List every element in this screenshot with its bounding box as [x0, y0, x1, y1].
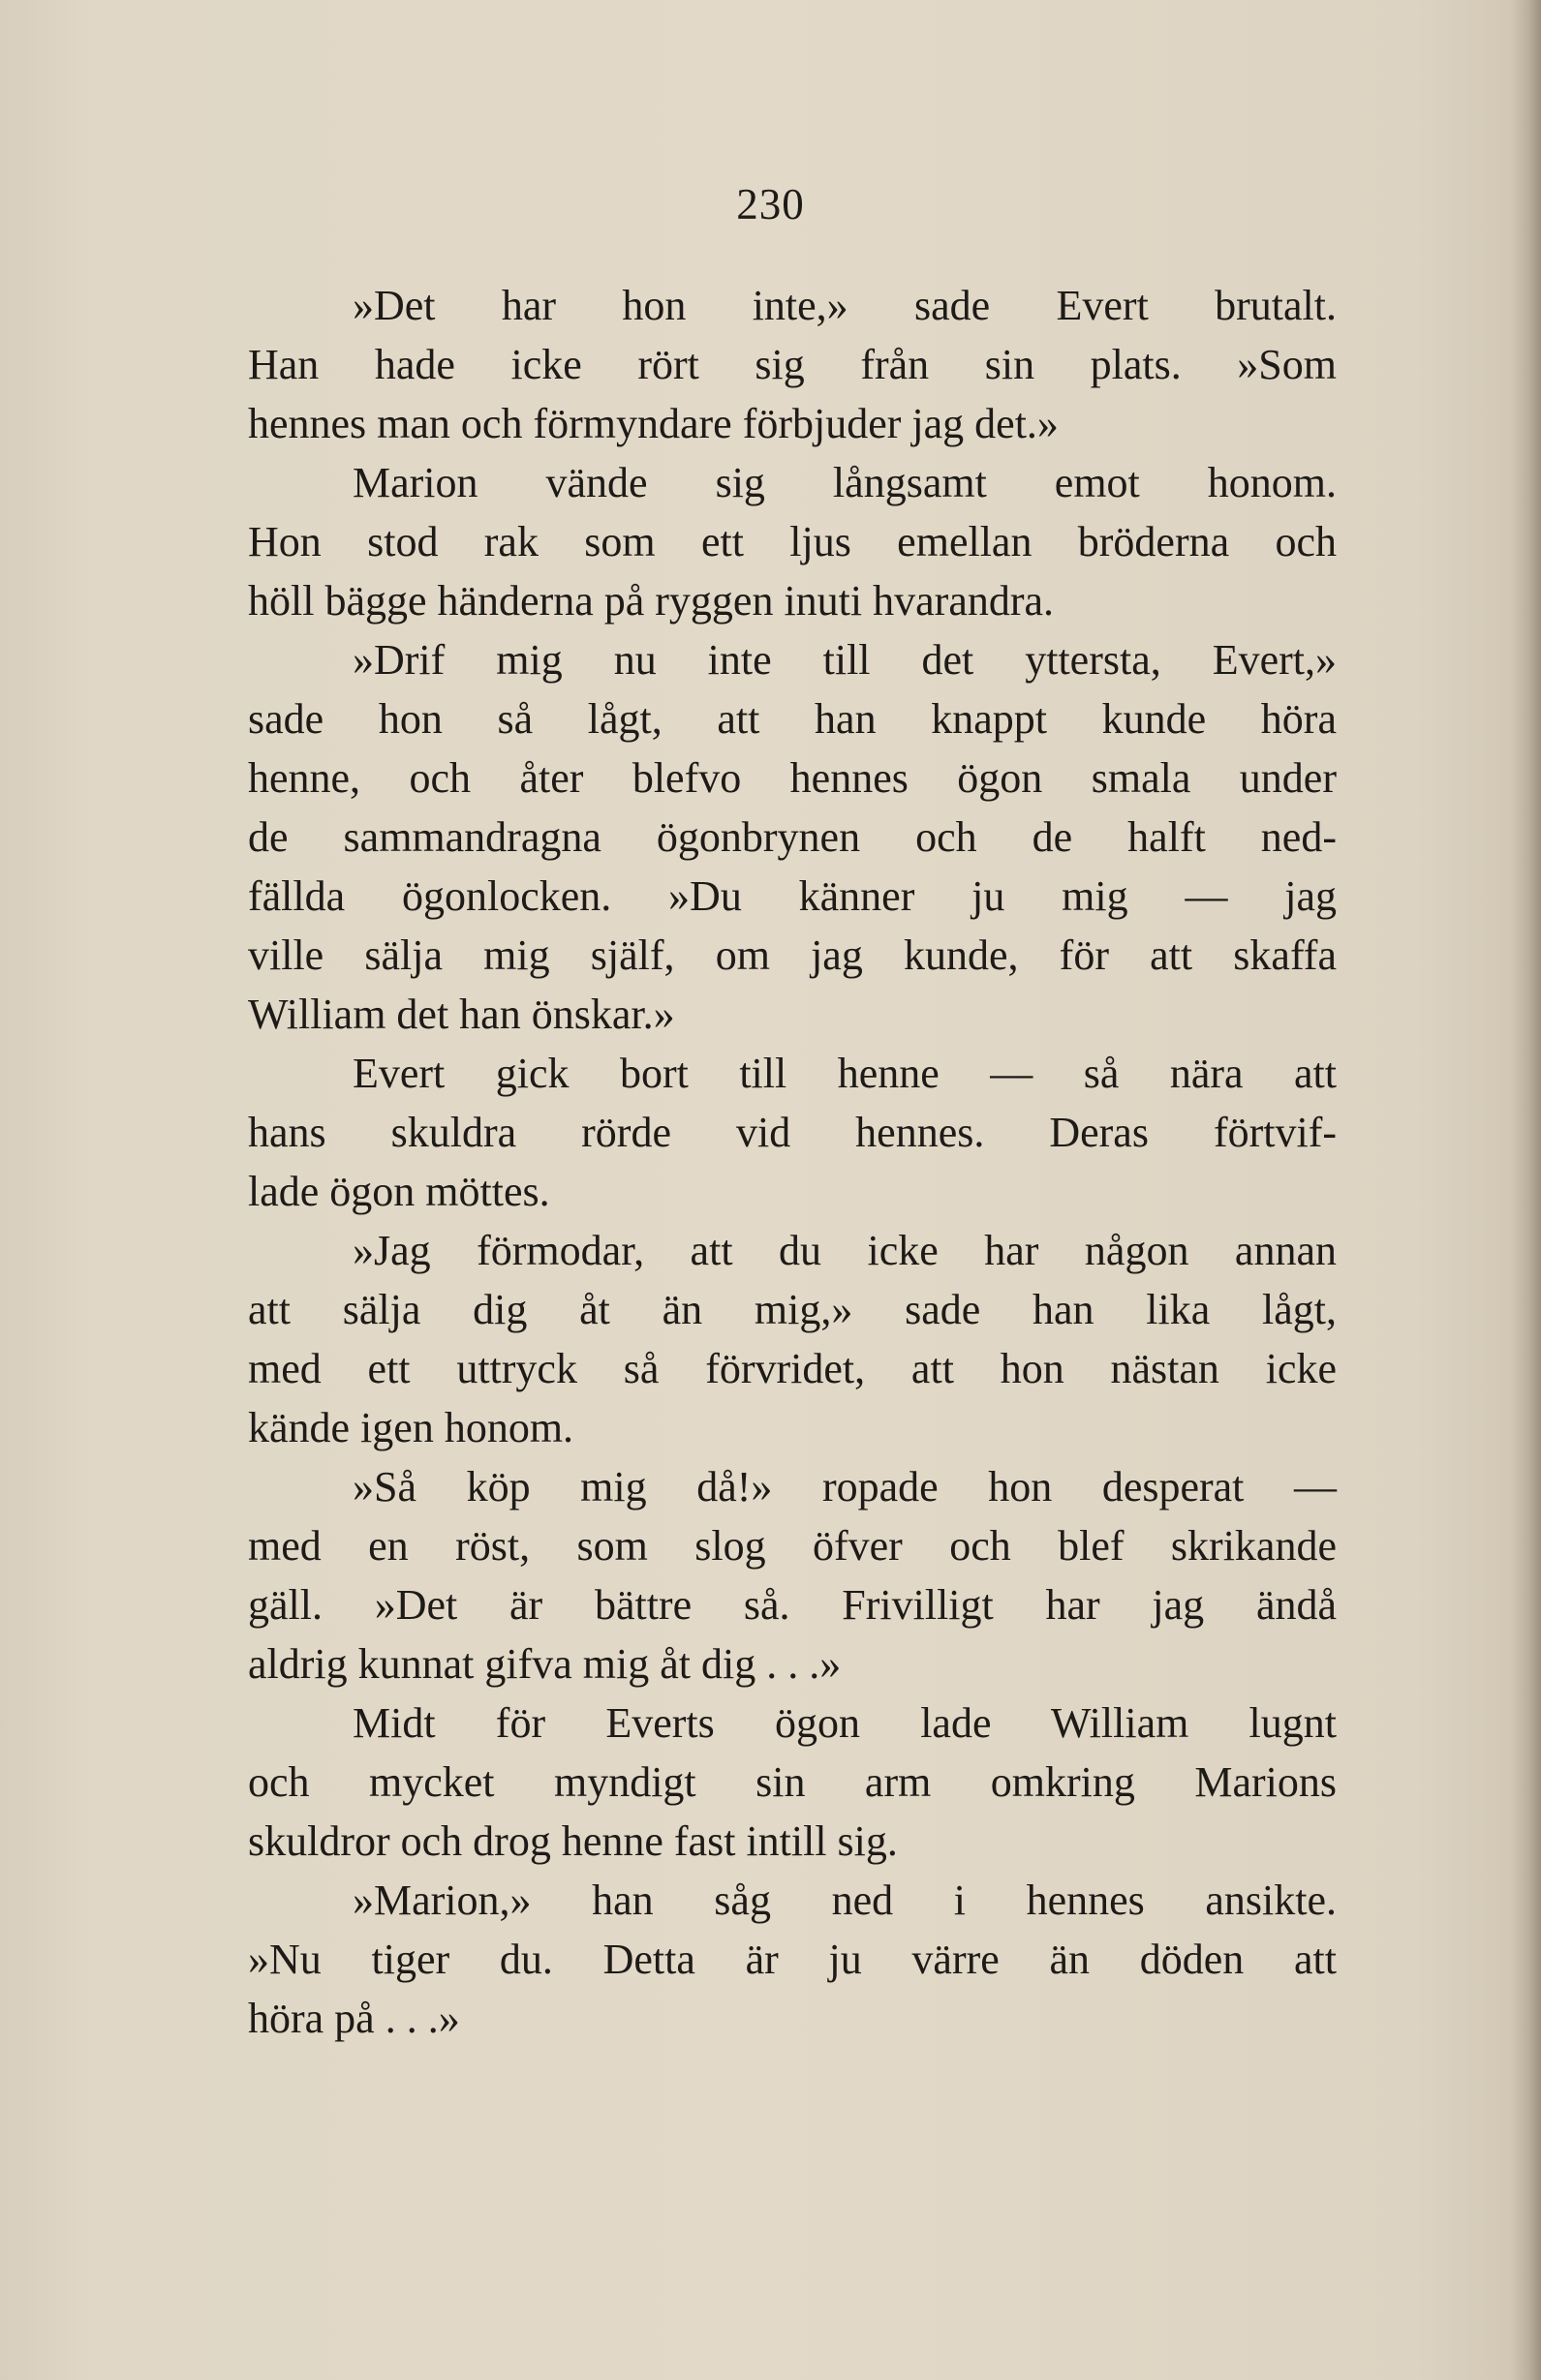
text-line: henne, och åter blefvo hennes ögon smala under [248, 754, 1337, 802]
text-line: de sammandragna ögonbrynen och de halft ned- [248, 813, 1337, 861]
page-number: 230 [736, 180, 805, 229]
text-line: skuldror och drog henne fast intill sig. [248, 1817, 898, 1865]
text-line: lade ögon möttes. [248, 1168, 550, 1215]
text-line: »Det har hon inte,» sade Evert brutalt. [353, 282, 1337, 329]
text-line: med ett uttryck så förvridet, att hon nästan icke [248, 1345, 1337, 1392]
text-line: Han hade icke rört sig från sin plats. »Som [248, 341, 1337, 388]
text-line: hennes man och förmyndare förbjuder jag det.» [248, 400, 1059, 447]
text-line: höra på . . .» [248, 1995, 460, 2042]
text-line: »Så köp mig då!» ropade hon desperat — [353, 1463, 1337, 1510]
text-line: »Marion,» han såg ned i hennes ansikte. [353, 1877, 1337, 1924]
text-line: att sälja dig åt än mig,» sade han lika lågt, [248, 1286, 1337, 1333]
text-line: »Jag förmodar, att du icke har någon annan [353, 1227, 1337, 1274]
text-line: »Nu tiger du. Detta är ju värre än döden att [248, 1936, 1337, 1983]
text-line: gäll. »Det är bättre så. Frivilligt har jag ändå [248, 1581, 1337, 1629]
text-line: ville sälja mig själf, om jag kunde, för att skaffa [248, 931, 1337, 979]
text-line: med en röst, som slog öfver och blef skrikande [248, 1522, 1337, 1570]
text-line: Marion vände sig långsamt emot honom. [353, 459, 1337, 506]
text-line: och mycket myndigt sin arm omkring Marions [248, 1758, 1337, 1806]
text-line: kände igen honom. [248, 1404, 574, 1451]
text-line: höll bägge händerna på ryggen inuti hvarandra. [248, 577, 1055, 625]
text-line: aldrig kunnat gifva mig åt dig . . .» [248, 1640, 842, 1688]
page-edge-shadow [1510, 0, 1541, 2380]
text-line: fällda ögonlocken. »Du känner ju mig — jag [248, 872, 1337, 920]
body-text [248, 276, 1337, 2048]
text-line: Hon stod rak som ett ljus emellan bröderna och [248, 518, 1337, 565]
text-line: sade hon så lågt, att han knappt kunde höra [248, 695, 1337, 743]
text-line: Evert gick bort till henne — så nära att [353, 1050, 1337, 1097]
text-line: William det han önskar.» [248, 991, 675, 1038]
text-line: Midt för Everts ögon lade William lugnt [353, 1699, 1337, 1747]
text-line: hans skuldra rörde vid hennes. Deras förtvif- [248, 1109, 1337, 1156]
text-line: »Drif mig nu inte till det yttersta, Evert,» [353, 636, 1337, 684]
